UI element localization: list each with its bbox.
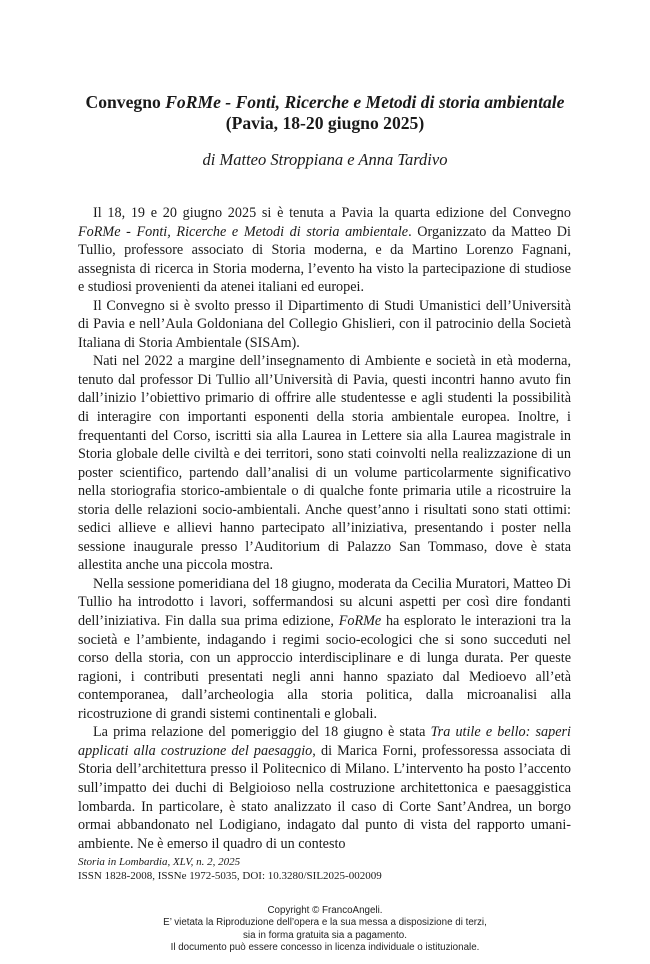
- copyright-line: sia in forma gratuita sia a pagamento.: [243, 929, 407, 941]
- page-footer: [78, 856, 382, 883]
- copyright-line: Il documento può essere concesso in licenza individuale o istituzionale.: [170, 942, 480, 954]
- paragraph-text: Nella sessione pomeridiana del 18 giugno, moderata da Cecilia Muratori, Matteo Di Tullio ha introdotto i lavori, soffermandosi su alcuni aspetti per così dire fondanti dell’iniziativa. Fin dalla sua prima edizione,: [78, 575, 571, 630]
- italic-text: FoRMe - Fonti, Ricerche e Metodi di storia ambientale: [78, 223, 409, 240]
- title-line-1: [60, 92, 590, 113]
- body-paragraph: [78, 297, 571, 353]
- italic-text: FoRMe: [338, 613, 382, 630]
- article-body: [78, 204, 571, 853]
- body-paragraph: [78, 723, 571, 853]
- paragraph-text: La prima relazione del pomeriggio del 18 giugno è stata: [93, 724, 431, 741]
- paragraph-text: Il 18, 19 e 20 giugno 2025 si è tenuta a Pavia la quarta edizione del Convegno: [93, 205, 571, 221]
- body-paragraph: [78, 204, 571, 297]
- copyright-line: Copyright © FrancoAngeli.: [267, 905, 383, 916]
- article-title: [60, 92, 590, 134]
- title-prefix: Convegno: [85, 92, 166, 112]
- paragraph-text: . Organizzato da Matteo Di Tullio, professore associato di Storia moderna, e da Martino Lorenzo Fagnani, assegnista di ricerca in Storia moderna, l’evento ha visto la partecipazione di studiose e studiosi provenienti da atenei italiani ed europei.: [78, 223, 571, 296]
- article-authors: di Matteo Stroppiana e Anna Tardivo: [202, 150, 448, 169]
- paragraph-text: Nati nel 2022 a margine dell’insegnamento di Ambiente e società in età moderna, tenuto dal professor Di Tullio all’Università di Pavia, questi incontri hanno avuto fin dall’inizio l’obiettivo primario di offrire alle studentesse e agli studenti la possibilità di interagire con importanti esponenti della storia ambientale europea. Inoltre, i frequentanti del Corso, iscritti sia alla Laurea in Lettere sia alla Laurea magistrale in Storia globale delle civiltà e dei territori, sono stati coinvolti nella realizzazione di un poster scientifico, partendo dall’analisi di un volume particolarmente significativo nella storiografia storico-ambientale o di qualche fonte primaria utile a ricostruire la storia delle relazioni socio-ambientali. Anche quest’anno i risultati sono stati ottimi: sedici allieve e allievi hanno partecipato all’iniziativa, presentando i poster nella sessione inaugurale presso l’Auditorium di Palazzo San Tommaso, dove è stata allestita anche una piccola mostra.: [78, 353, 571, 574]
- journal-citation: Storia in Lombardia, XLV, n. 2, 2025: [78, 856, 241, 868]
- body-paragraph: [78, 352, 571, 575]
- paragraph-text: , di Marica Forni, professoressa associata di Storia dell’architettura presso il Politecnico di Milano. L’intervento ha posto l’accento sull’impatto dei duchi di Belgioioso nella costruzione architettonica e paesaggistica lombarda. In particolare, è stato analizzato il caso di Corte Sant’Andrea, un borgo ormai abbandonato nel Lodigiano, indagato dal punto di vista del rapporto umani-ambiente. Ne è emerso il quadro di un contesto: [78, 742, 571, 852]
- title-italic: FoRMe - Fonti, Ricerche e Metodi di storia ambientale: [165, 92, 565, 112]
- title-line-2: (Pavia, 18-20 giugno 2025): [225, 113, 425, 133]
- copyright-line: E’ vietata la Riproduzione dell’opera e la sua messa a disposizione di terzi,: [163, 917, 487, 929]
- body-paragraph: [78, 575, 571, 723]
- paragraph-text: ha esplorato le interazioni tra la società e l’ambiente, indagando i regimi socio-ecologici che si sono succeduti nel corso della storia, con un approccio interdisciplinare e di lunga durata. Per queste ragioni, i contributi presentati negli anni hanno spaziato dal Medioevo all’età contemporanea, dall’archeologia alla storia politica, dalla microanalisi alla ricostruzione di grandi sistemi continentali e globali.: [78, 613, 571, 722]
- issn-doi: ISSN 1828-2008, ISSNe 1972-5035, DOI: 10.3280/SIL2025-002009: [78, 869, 382, 882]
- italic-text: Tra utile e bello: saperi applicati alla costruzione del paesaggio: [78, 724, 571, 759]
- paragraph-text: Il Convegno si è svolto presso il Dipartimento di Studi Umanistici dell’Università di Pavia e nell’Aula Goldoniana del Collegio Ghislieri, con il patrocinio della Società Italiana di Storia Ambientale (SISAm).: [78, 297, 571, 351]
- copyright-notice: [0, 905, 650, 955]
